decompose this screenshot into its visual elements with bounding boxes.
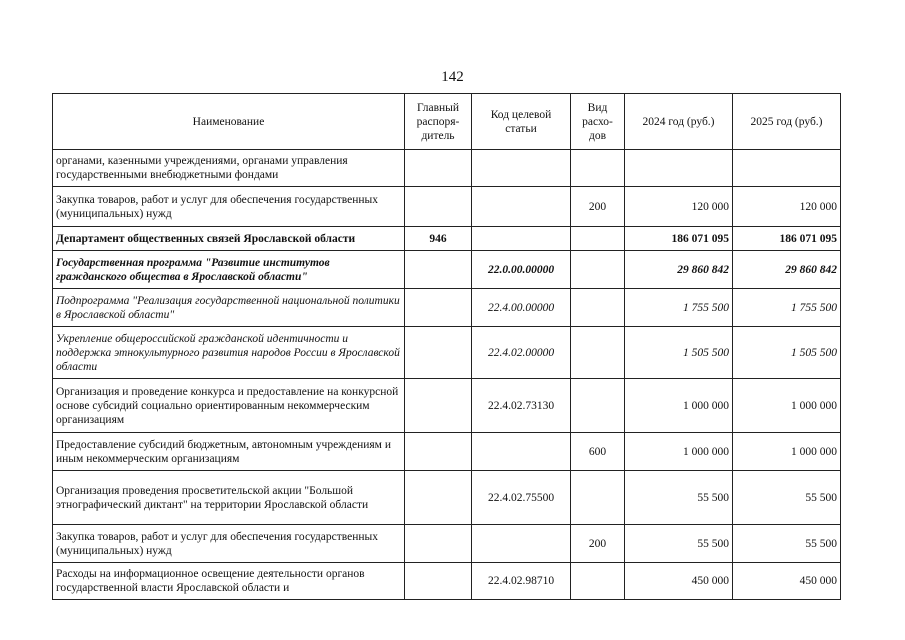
header-name: Наименование (53, 94, 405, 150)
cell-2025: 120 000 (733, 187, 841, 227)
cell-2024: 1 755 500 (625, 289, 733, 327)
cell-2025: 186 071 095 (733, 227, 841, 251)
cell-name: Организация и проведение конкурса и предоставление на конкурсной основе субсидий социально ориентированным некоммерческим организациям (53, 379, 405, 433)
cell-type (571, 289, 625, 327)
cell-type (571, 251, 625, 289)
cell-name: Организация проведения просветительской акции "Большой этнографический диктант" на территории Ярославской области (53, 471, 405, 525)
table-row (53, 150, 841, 187)
cell-type: 200 (571, 525, 625, 563)
cell-code (472, 227, 571, 251)
cell-code: 22.4.00.00000 (472, 289, 571, 327)
cell-chief (405, 563, 472, 600)
cell-name: Расходы на информационное освещение деятельности органов государственной власти Ярославской области и (53, 563, 405, 600)
cell-type (571, 150, 625, 187)
table-row (53, 251, 841, 289)
cell-code: 22.4.02.00000 (472, 327, 571, 379)
header-2025: 2025 год (руб.) (733, 94, 841, 150)
cell-type (571, 471, 625, 525)
cell-2024: 450 000 (625, 563, 733, 600)
cell-chief (405, 379, 472, 433)
table-row (53, 433, 841, 471)
cell-code: 22.4.02.73130 (472, 379, 571, 433)
cell-2025: 55 500 (733, 525, 841, 563)
cell-code (472, 187, 571, 227)
cell-type (571, 563, 625, 600)
cell-2024: 186 071 095 (625, 227, 733, 251)
cell-code (472, 525, 571, 563)
cell-2024: 1 000 000 (625, 379, 733, 433)
cell-2024: 1 000 000 (625, 433, 733, 471)
cell-name: Предоставление субсидий бюджетным, автономным учреждениям и иным некоммерческим организациям (53, 433, 405, 471)
cell-type: 200 (571, 187, 625, 227)
page-number: 142 (441, 69, 464, 85)
cell-2024: 29 860 842 (625, 251, 733, 289)
cell-2025: 55 500 (733, 471, 841, 525)
cell-type: 600 (571, 433, 625, 471)
cell-2024 (625, 150, 733, 187)
cell-code: 22.0.00.00000 (472, 251, 571, 289)
cell-code (472, 433, 571, 471)
cell-chief (405, 289, 472, 327)
table-row (53, 471, 841, 525)
table-row (53, 327, 841, 379)
cell-chief (405, 150, 472, 187)
cell-code: 22.4.02.75500 (472, 471, 571, 525)
cell-name: Государственная программа "Развитие институтов гражданского общества в Ярославской области" (53, 251, 405, 289)
header-code: Код целевой статьи (472, 94, 571, 150)
cell-code: 22.4.02.98710 (472, 563, 571, 600)
cell-2025: 450 000 (733, 563, 841, 600)
table-row (53, 525, 841, 563)
cell-2025: 1 000 000 (733, 433, 841, 471)
header-chief: Главный распоря-дитель (405, 94, 472, 150)
cell-name: Департамент общественных связей Ярославской области (53, 227, 405, 251)
cell-2025: 1 000 000 (733, 379, 841, 433)
cell-chief (405, 471, 472, 525)
cell-name: Подпрограмма "Реализация государственной национальной политики в Ярославской области" (53, 289, 405, 327)
cell-2024: 1 505 500 (625, 327, 733, 379)
cell-type (571, 227, 625, 251)
cell-name: органами, казенными учреждениями, органами управления государственными внебюджетными фондами (53, 150, 405, 187)
cell-2024: 55 500 (625, 471, 733, 525)
table-row (53, 227, 841, 251)
cell-type (571, 379, 625, 433)
cell-chief: 946 (405, 227, 472, 251)
cell-chief (405, 327, 472, 379)
table-row (53, 379, 841, 433)
cell-2025: 29 860 842 (733, 251, 841, 289)
cell-2024: 120 000 (625, 187, 733, 227)
table-header-row (53, 94, 841, 150)
cell-name: Укрепление общероссийской гражданской идентичности и поддержка этнокультурного развития народов России в Ярославской области (53, 327, 405, 379)
cell-2024: 55 500 (625, 525, 733, 563)
cell-chief (405, 187, 472, 227)
table-row (53, 187, 841, 227)
budget-table (52, 93, 841, 600)
table-row (53, 289, 841, 327)
cell-2025 (733, 150, 841, 187)
cell-name: Закупка товаров, работ и услуг для обеспечения государственных (муниципальных) нужд (53, 187, 405, 227)
cell-chief (405, 525, 472, 563)
cell-type (571, 327, 625, 379)
cell-name: Закупка товаров, работ и услуг для обеспечения государственных (муниципальных) нужд (53, 525, 405, 563)
cell-code (472, 150, 571, 187)
header-type: Вид расхо-дов (571, 94, 625, 150)
cell-chief (405, 251, 472, 289)
header-2024: 2024 год (руб.) (625, 94, 733, 150)
cell-chief (405, 433, 472, 471)
cell-2025: 1 505 500 (733, 327, 841, 379)
table-row (53, 563, 841, 600)
cell-2025: 1 755 500 (733, 289, 841, 327)
